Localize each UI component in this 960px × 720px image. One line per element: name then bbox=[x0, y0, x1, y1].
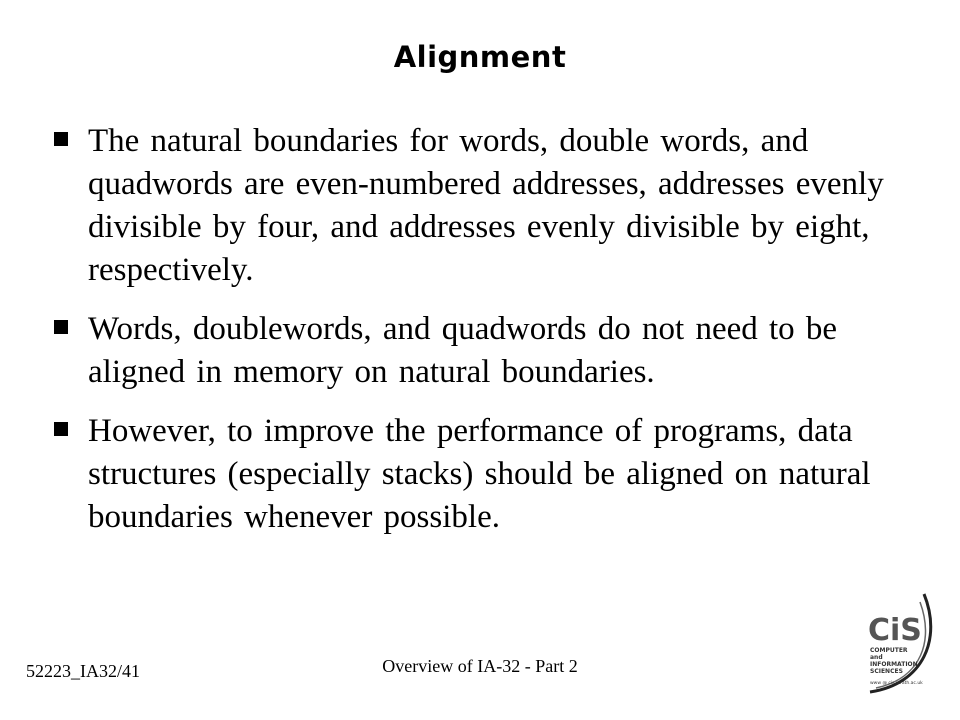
bullet-text: Words, doublewords, and quadwords do not need to be aligned in memory on natural boundaries. bbox=[88, 311, 838, 390]
svg-text:CiS: CiS bbox=[868, 613, 922, 648]
bullet-item bbox=[48, 120, 918, 292]
square-bullet-icon bbox=[54, 320, 68, 334]
svg-text:and: and bbox=[870, 654, 883, 661]
svg-text:SCIENCES: SCIENCES bbox=[870, 668, 903, 675]
svg-text:INFORMATION: INFORMATION bbox=[870, 661, 918, 668]
bullet-text: The natural boundaries for words, double words, and quadwords are even-numbered addresses, addresses evenly divisible by four, and addresses evenly divisible by eight, respectively. bbox=[88, 123, 884, 288]
slide-title: Alignment bbox=[393, 40, 567, 74]
cis-logo bbox=[862, 588, 942, 698]
bullet-text: However, to improve the performance of programs, data structures (especially stacks) should be aligned on natural boundaries whenever possible. bbox=[88, 413, 871, 535]
square-bullet-icon bbox=[54, 132, 68, 146]
square-bullet-icon bbox=[54, 422, 68, 436]
svg-text:COMPUTER: COMPUTER bbox=[870, 647, 908, 654]
footer-title: Overview of IA-32 - Part 2 bbox=[382, 656, 578, 676]
bullet-item bbox=[48, 410, 918, 539]
bullet-item bbox=[48, 308, 918, 394]
svg-text:www @ cis.strath.ac.uk: www @ cis.strath.ac.uk bbox=[870, 681, 923, 686]
bullet-list bbox=[48, 120, 918, 555]
slide-number-label: 52223_IA32/41 bbox=[26, 661, 140, 681]
